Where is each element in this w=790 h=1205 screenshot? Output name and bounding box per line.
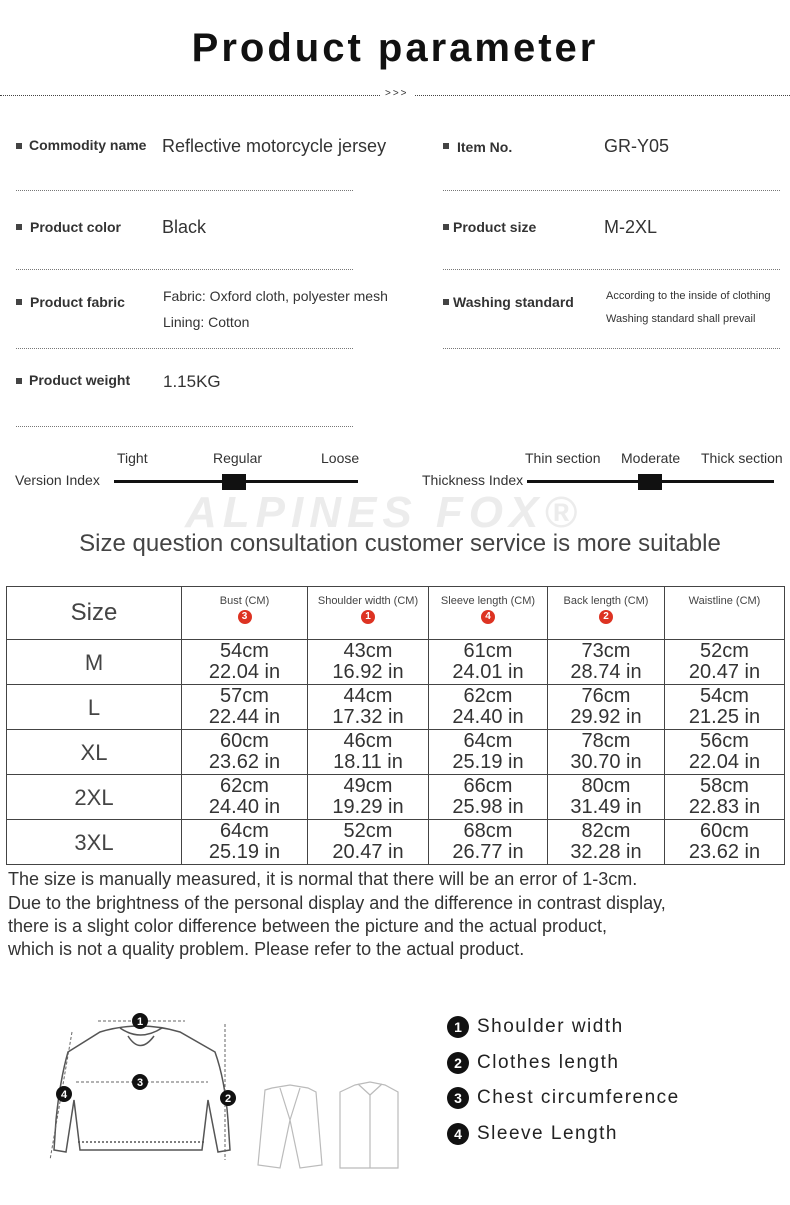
row-divider [443, 269, 780, 270]
cm-value: 61cm [463, 640, 513, 662]
inch-value: 22.44 in [208, 706, 281, 728]
column-label: Bust (CM) [219, 595, 270, 607]
inch-value: 23.62 in [208, 751, 281, 773]
inch-value: 30.70 in [570, 751, 642, 773]
table-cell [548, 640, 665, 685]
size-table [6, 586, 785, 865]
item-no-label: Item No. [457, 139, 513, 155]
inch-value: 29.92 in [570, 706, 642, 728]
table-cell [308, 730, 429, 775]
inch-value: 32.28 in [570, 841, 642, 863]
product-size-value: M-2XL [604, 217, 658, 237]
table-cell [665, 775, 785, 820]
legend-label: Shoulder width [477, 1016, 624, 1038]
table-cell [429, 730, 548, 775]
product-fabric-line1: Fabric: Oxford cloth, polyester mesh [163, 288, 388, 304]
item-no-value: GR-Y05 [604, 136, 670, 156]
inch-value: 25.98 in [452, 796, 524, 818]
cm-value: 49cm [343, 775, 393, 797]
note-line-1: The size is manually measured, it is normal that there will be an error of 1-3cm. [8, 869, 638, 889]
table-cell [308, 820, 429, 865]
cm-value: 54cm [700, 685, 749, 707]
jacket-sketches [258, 1082, 398, 1168]
svg-text:4: 4 [60, 1089, 68, 1101]
version-index-label: Version Index [15, 472, 100, 488]
marker-3-icon: 3 [238, 610, 252, 624]
inch-value: 23.62 in [688, 841, 761, 863]
cm-value: 64cm [220, 820, 269, 842]
legend-label: Chest circumference [477, 1087, 680, 1109]
marker-4-icon: 4 [481, 610, 495, 624]
version-option-loose: Loose [321, 450, 360, 466]
inch-value: 22.04 in [208, 661, 281, 683]
legend-clothes-length [447, 1052, 619, 1074]
column-label: Waistline (CM) [688, 595, 761, 607]
svg-text:3: 3 [136, 1077, 144, 1089]
product-color-value: Black [162, 217, 207, 237]
inch-value: 18.11 in [333, 751, 403, 773]
table-cell [548, 685, 665, 730]
size-header: Size [7, 587, 182, 640]
number-3-icon: 3 [447, 1087, 469, 1109]
brand-watermark: ALPINES FOX® [185, 488, 583, 537]
inch-value: 24.01 in [452, 661, 524, 683]
cm-value: 80cm [581, 775, 631, 797]
row-divider [443, 190, 780, 191]
note-line-3: there is a slight color difference between the picture and the actual product, [8, 916, 608, 936]
table-cell [665, 640, 785, 685]
size-label: XL [7, 730, 182, 775]
table-row [7, 820, 785, 865]
table-cell [308, 685, 429, 730]
product-fabric-line2: Lining: Cotton [163, 314, 250, 330]
bullet-icon [443, 143, 449, 149]
cm-value: 52cm [700, 640, 749, 662]
version-option-regular: Regular [213, 450, 263, 466]
table-cell [429, 640, 548, 685]
table-cell [665, 730, 785, 775]
table-cell [548, 730, 665, 775]
thickness-option-thin: Thin section [525, 450, 601, 466]
thickness-index-marker [638, 474, 662, 490]
table-cell [548, 820, 665, 865]
size-table-header-row [7, 587, 785, 640]
table-cell [308, 640, 429, 685]
column-label: Back length (CM) [563, 595, 649, 607]
column-header-sleeve [429, 587, 548, 640]
inch-value: 17.32 in [332, 706, 404, 728]
bullet-icon [443, 224, 449, 230]
table-cell [182, 820, 308, 865]
row-divider [16, 269, 353, 270]
product-fabric-label: Product fabric [30, 294, 125, 310]
inch-value: 24.40 in [452, 706, 524, 728]
cm-value: 66cm [463, 775, 513, 797]
product-size-label: Product size [453, 219, 537, 235]
cm-value: 62cm [463, 685, 513, 707]
cm-value: 82cm [581, 820, 631, 842]
legend-label: Clothes length [477, 1052, 620, 1074]
cm-value: 58cm [700, 775, 749, 797]
cm-value: 62cm [220, 775, 269, 797]
row-divider [443, 348, 780, 349]
cm-value: 46cm [343, 730, 393, 752]
product-color-label: Product color [30, 219, 122, 235]
column-header-shoulder [308, 587, 429, 640]
bullet-icon [16, 143, 22, 149]
washing-standard-line2: Washing standard shall prevail [606, 313, 756, 325]
garment-diagram [40, 1000, 400, 1175]
table-cell [182, 730, 308, 775]
svg-text:1: 1 [136, 1016, 144, 1028]
column-header-back-length [548, 587, 665, 640]
column-header-bust [182, 587, 308, 640]
column-header-waistline [665, 587, 785, 640]
table-cell [308, 775, 429, 820]
size-label: 2XL [7, 775, 182, 820]
number-4-icon: 4 [447, 1123, 469, 1145]
thickness-option-thick: Thick section [701, 450, 783, 466]
table-cell [665, 820, 785, 865]
legend-label: Sleeve Length [477, 1123, 618, 1145]
table-row [7, 640, 785, 685]
measure-lines [50, 1021, 225, 1160]
diagram-marker-2-icon [220, 1090, 236, 1106]
row-divider [16, 426, 353, 427]
table-cell [182, 775, 308, 820]
marker-1-icon: 1 [361, 610, 375, 624]
cm-value: 43cm [343, 640, 393, 662]
bullet-icon [16, 378, 22, 384]
size-label: 3XL [7, 820, 182, 865]
table-row [7, 730, 785, 775]
bullet-icon [443, 299, 449, 305]
legend-sleeve-length [447, 1123, 618, 1145]
cm-value: 60cm [700, 820, 749, 842]
legend-shoulder-width [447, 1016, 624, 1038]
diagram-marker-4-icon [56, 1086, 72, 1102]
cm-value: 44cm [343, 685, 393, 707]
bullet-icon [16, 299, 22, 305]
number-1-icon: 1 [447, 1016, 469, 1038]
table-row [7, 685, 785, 730]
column-label: Sleeve length (CM) [440, 595, 536, 607]
size-label: L [7, 685, 182, 730]
cm-value: 73cm [581, 640, 631, 662]
row-divider [16, 348, 353, 349]
diagram-marker-3-icon [132, 1074, 148, 1090]
divider-arrows: >>> [380, 88, 414, 99]
cm-value: 52cm [343, 820, 393, 842]
inch-value: 24.40 in [208, 796, 281, 818]
table-cell [429, 775, 548, 820]
note-line-4: which is not a quality problem. Please refer to the actual product. [8, 939, 525, 959]
table-cell [182, 685, 308, 730]
inch-value: 31.49 in [570, 796, 642, 818]
number-2-icon: 2 [447, 1052, 469, 1074]
table-cell [548, 775, 665, 820]
inch-value: 21.25 in [688, 706, 761, 728]
svg-text:2: 2 [224, 1093, 232, 1105]
cm-value: 60cm [220, 730, 269, 752]
cm-value: 54cm [220, 640, 269, 662]
washing-standard-label: Washing standard [453, 294, 574, 310]
cm-value: 68cm [463, 820, 513, 842]
cm-value: 78cm [581, 730, 631, 752]
washing-standard-line1: According to the inside of clothing [606, 290, 771, 302]
column-label: Shoulder width (CM) [317, 595, 419, 607]
thickness-option-moderate: Moderate [621, 450, 681, 466]
table-row [7, 775, 785, 820]
note-line-2: Due to the brightness of the personal display and the difference in contrast display, [8, 893, 666, 913]
cm-value: 56cm [700, 730, 749, 752]
diagram-marker-1-icon [132, 1013, 148, 1029]
bullet-icon [16, 224, 22, 230]
inch-value: 22.83 in [688, 796, 761, 818]
thickness-index-label: Thickness Index [422, 472, 524, 488]
inch-value: 25.19 in [208, 841, 281, 863]
inch-value: 25.19 in [452, 751, 524, 773]
table-cell [182, 640, 308, 685]
inch-value: 28.74 in [570, 661, 642, 683]
consult-text: Size question consultation customer service is more suitable [79, 530, 721, 557]
product-weight-label: Product weight [29, 372, 131, 388]
cm-value: 64cm [463, 730, 513, 752]
version-option-tight: Tight [117, 450, 148, 466]
table-cell [429, 820, 548, 865]
inch-value: 20.47 in [332, 841, 404, 863]
size-label: M [7, 640, 182, 685]
row-divider [16, 190, 353, 191]
marker-2-icon: 2 [599, 610, 613, 624]
inch-value: 26.77 in [452, 841, 524, 863]
table-cell [429, 685, 548, 730]
table-cell [665, 685, 785, 730]
legend-chest-circumference [447, 1087, 680, 1109]
commodity-name-label: Commodity name [29, 137, 147, 153]
commodity-name-value: Reflective motorcycle jersey [162, 136, 387, 156]
inch-value: 19.29 in [332, 796, 404, 818]
inch-value: 16.92 in [332, 661, 404, 683]
product-weight-value: 1.15KG [163, 372, 221, 391]
cm-value: 57cm [220, 685, 269, 707]
cm-value: 76cm [581, 685, 631, 707]
inch-value: 22.04 in [688, 751, 761, 773]
page-title: Product parameter [191, 26, 599, 70]
inch-value: 20.47 in [688, 661, 761, 683]
